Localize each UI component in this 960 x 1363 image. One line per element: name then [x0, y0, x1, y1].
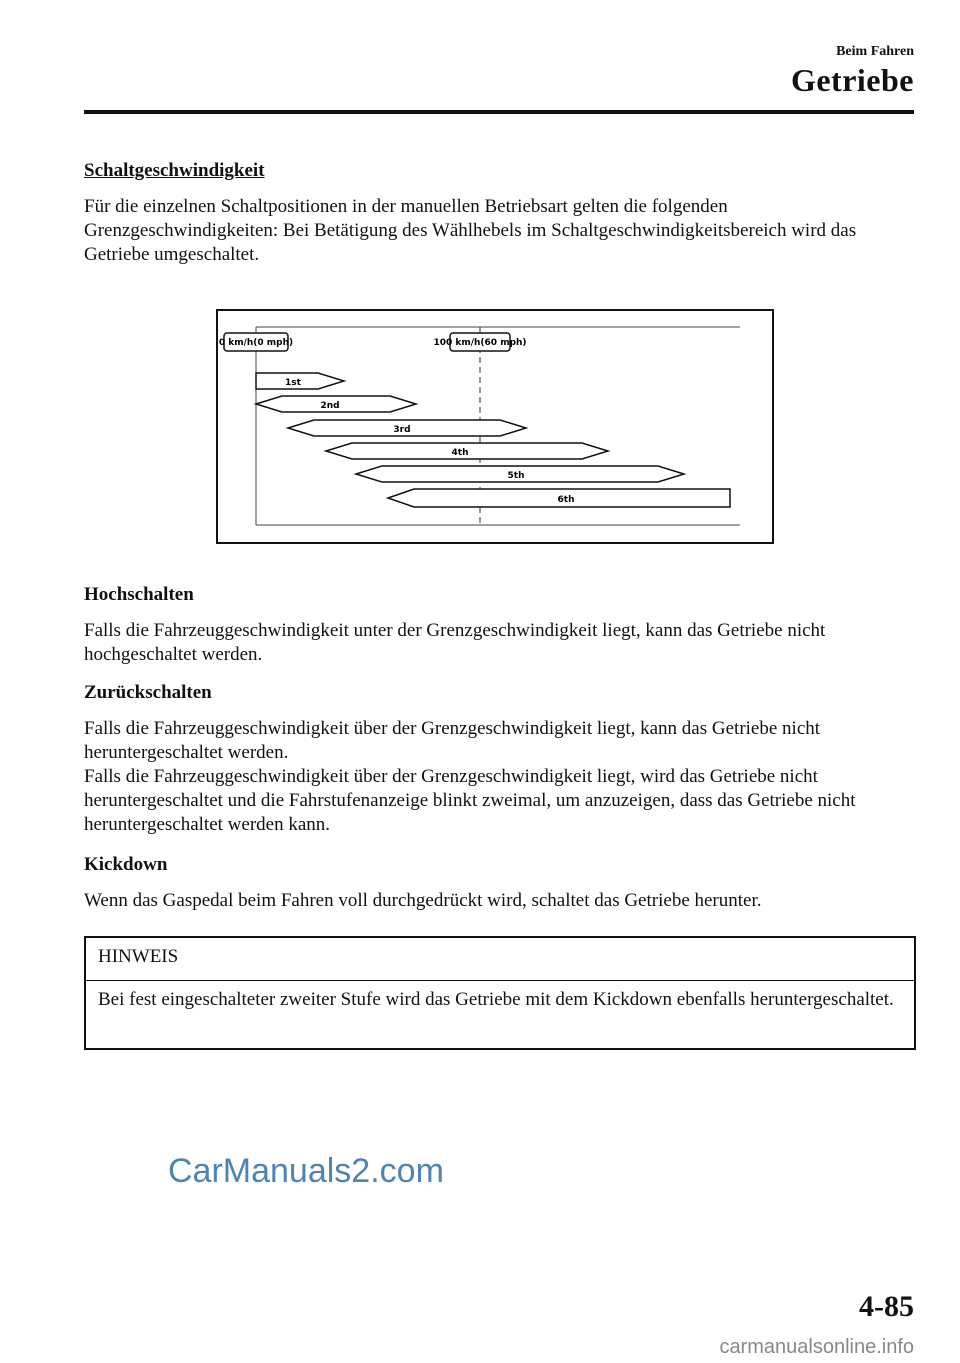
page-number: 4-85: [859, 1290, 914, 1323]
header-divider: [84, 110, 914, 114]
kickdown-text: Wenn das Gaspedal beim Fahren voll durchgedrückt wird, schaltet das Getriebe herunter.: [84, 890, 762, 911]
shift-speed-diagram-svg: [218, 311, 772, 542]
note-text: Bei fest eingeschalteter zweiter Stufe wird das Getriebe mit dem Kickdown ebenfalls heruntergeschaltet.: [98, 989, 894, 1010]
watermark-logo: CarManuals2.com: [168, 1152, 444, 1190]
gear-label-4th: 4th: [451, 448, 469, 458]
downshift-text-2: Falls die Fahrzeuggeschwindigkeit über der Grenzgeschwindigkeit liegt, wird das Getriebe nicht heruntergeschaltet und die Fahrstufenanzeige blinkt zweimal, um anzuzeigen, dass das Getriebe nicht heruntergeschaltet werden kann.: [84, 766, 856, 835]
footer-site-link[interactable]: carmanualsonline.info: [719, 1336, 914, 1358]
shift-speed-heading: Schaltgeschwindigkeit: [84, 160, 265, 181]
note-divider: [86, 980, 914, 981]
section-header: Beim Fahren: [836, 44, 914, 59]
note-heading: HINWEIS: [98, 946, 179, 967]
kickdown-heading: Kickdown: [84, 854, 168, 875]
gear-label-2nd: 2nd: [320, 401, 340, 411]
shift-speed-diagram: [216, 309, 774, 544]
speed-label-zero: 0 km/h(0 mph): [218, 338, 294, 348]
downshift-heading: Zurückschalten: [84, 682, 212, 703]
note-box: [84, 936, 916, 1050]
gear-label-1st: 1st: [285, 378, 301, 388]
upshift-heading: Hochschalten: [84, 584, 194, 605]
downshift-text-1: Falls die Fahrzeuggeschwindigkeit über der Grenzgeschwindigkeit liegt, kann das Getriebe nicht heruntergeschaltet werden.: [84, 718, 821, 763]
gear-label-5th: 5th: [507, 471, 525, 481]
gear-label-6th: 6th: [557, 495, 575, 505]
speed-label-hundred: 100 km/h(60 mph): [433, 338, 527, 348]
page-title: Getriebe: [790, 62, 914, 98]
shift-speed-intro: Für die einzelnen Schaltpositionen in der manuellen Betriebsart gelten die folgenden Grenzgeschwindigkeiten: Bei Betätigung des Wählhebels im Schaltgeschwindigkeitsbereich wird das Getriebe umgeschaltet.: [84, 196, 857, 265]
upshift-text: Falls die Fahrzeuggeschwindigkeit unter der Grenzgeschwindigkeit liegt, kann das Getriebe nicht hochgeschaltet werden.: [84, 620, 826, 665]
gear-label-3rd: 3rd: [393, 425, 411, 435]
